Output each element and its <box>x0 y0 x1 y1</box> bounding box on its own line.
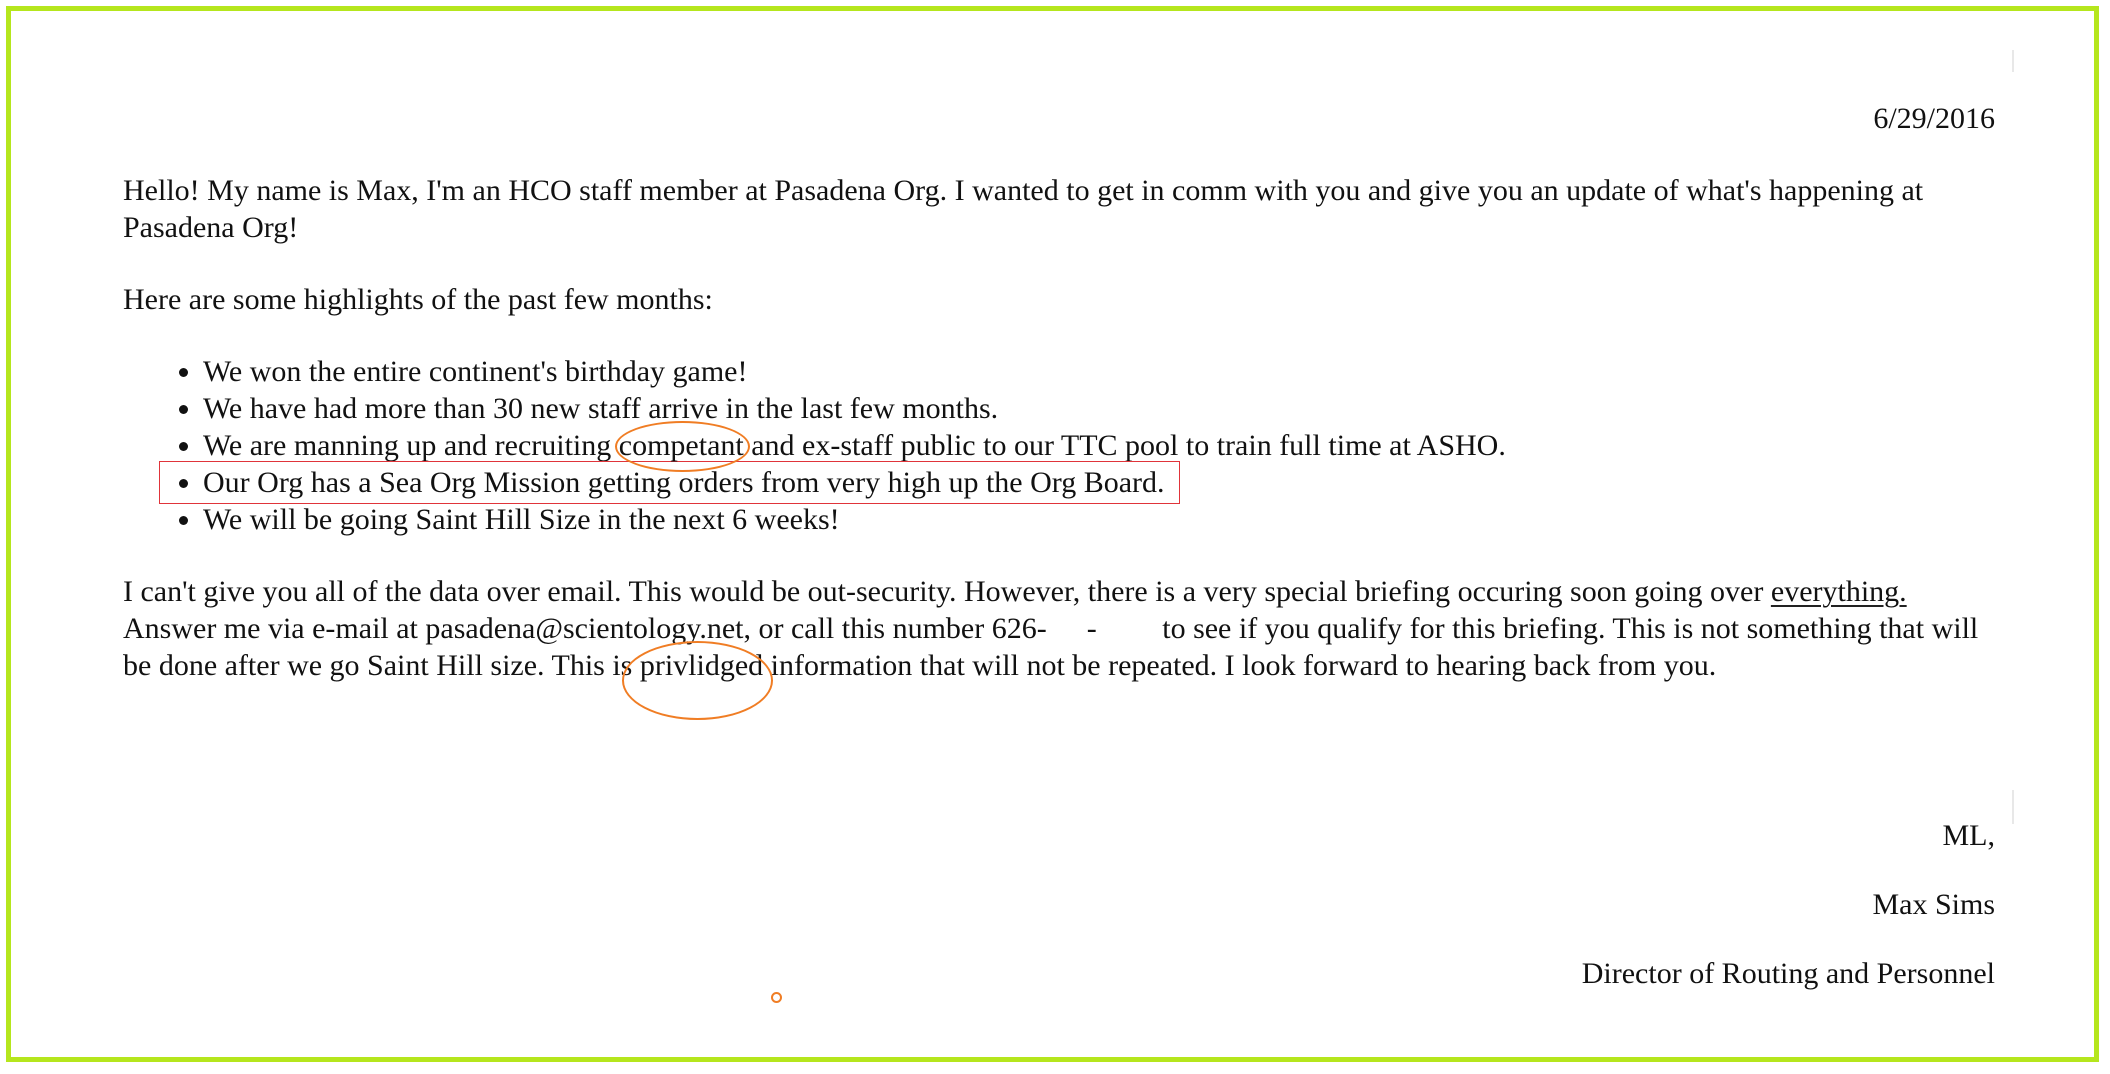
signature-title: Director of Routing and Personnel <box>1581 957 1995 990</box>
list-item <box>203 427 1995 464</box>
highlights-list <box>123 353 1995 538</box>
list-item: • We have had more than 30 new staff arrive in the last few months. <box>203 390 1995 427</box>
highlights-intro: Here are some highlights of the past few months: <box>123 283 713 316</box>
closing: ML, <box>1942 819 1995 852</box>
body-paragraph <box>123 573 1995 684</box>
list-item: • We will be going Saint Hill Size in the next 6 weeks! <box>203 501 1995 538</box>
edge-mark <box>2012 50 2014 72</box>
body-text: to see if you qualify for this briefing. This is not something that will be done after we go Saint Hill size. This is <box>123 612 1979 682</box>
list-item-text: and ex-staff public to our TTC pool to train full time at ASHO. <box>743 429 1506 462</box>
edge-mark <box>2012 790 2014 824</box>
list-item-text: We are manning up and recruiting <box>203 429 619 462</box>
redacted-digits <box>1047 610 1087 647</box>
intro-paragraph: Hello! My name is Max, I'm an HCO staff member at Pasadena Org. I wanted to get in comm with you and give you an update of what's happening at Pasadena Org! <box>123 174 1924 244</box>
annotation-circle-mark <box>771 992 782 1003</box>
circled-word: competant <box>618 429 744 462</box>
letter-body <box>123 100 1995 719</box>
body-text: I can't give you all of the data over email. This would be out-security. However, there is a very special briefing occuring soon going over <box>123 575 1771 608</box>
signature-name: Max Sims <box>1872 888 1995 921</box>
underlined-word: everything. <box>1770 575 1907 608</box>
list-item: • We won the entire continent's birthday game! <box>203 353 1995 390</box>
body-text: information that will not be repeated. I look forward to hearing back from you. <box>763 649 1717 682</box>
body-text: Answer me via e-mail at pasadena@scientology.net, or call this number 626- <box>123 612 1047 645</box>
redacted-digits <box>1097 610 1155 647</box>
list-item <box>203 464 1995 501</box>
boxed-highlight: Our Org has a Sea Org Mission getting orders from very high up the Org Board. <box>162 464 1177 501</box>
body-text: - <box>1086 612 1097 645</box>
letter-date: 6/29/2016 <box>1873 102 1995 135</box>
circled-word: privlidged <box>639 649 764 682</box>
